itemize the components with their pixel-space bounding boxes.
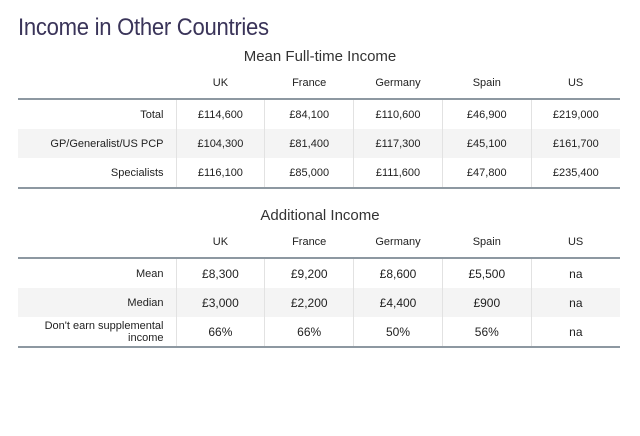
table-cell: £47,800 <box>442 158 531 188</box>
header-row <box>18 227 620 258</box>
table-cell: £235,400 <box>531 158 620 188</box>
table-cell: 56% <box>442 317 531 347</box>
table-row <box>18 288 620 317</box>
column-header: Germany <box>354 227 443 258</box>
table-cell: £117,300 <box>354 129 443 158</box>
table-cell: £900 <box>442 288 531 317</box>
column-header: US <box>531 68 620 99</box>
mean-fulltime-income-table <box>18 68 620 189</box>
column-header: UK <box>176 227 265 258</box>
column-header: Spain <box>442 68 531 99</box>
table-cell: £4,400 <box>354 288 443 317</box>
column-header: Germany <box>354 68 443 99</box>
table-cell: £110,600 <box>354 99 443 129</box>
additional-income-title: Additional Income <box>260 207 380 224</box>
column-header: UK <box>176 68 265 99</box>
table-cell: £111,600 <box>354 158 443 188</box>
table-cell: na <box>531 317 620 347</box>
table-cell: na <box>531 258 620 288</box>
row-label: Total <box>140 108 164 121</box>
table-cell: 66% <box>176 317 265 347</box>
table-cell: na <box>531 288 620 317</box>
header-row <box>18 68 620 99</box>
column-header: Spain <box>442 227 531 258</box>
table-cell: £9,200 <box>265 258 354 288</box>
table-cell: £8,600 <box>354 258 443 288</box>
table-row <box>18 317 620 347</box>
table-cell: 66% <box>265 317 354 347</box>
table-cell: £46,900 <box>442 99 531 129</box>
table-cell: £84,100 <box>265 99 354 129</box>
table-cell: £114,600 <box>176 99 265 129</box>
row-label: Don't earn supplemental income <box>18 317 176 347</box>
table-row <box>18 258 620 288</box>
header-blank <box>18 68 176 99</box>
table-cell: £116,100 <box>176 158 265 188</box>
table-cell: £85,000 <box>265 158 354 188</box>
table-cell: £104,300 <box>176 129 265 158</box>
row-label: Specialists <box>18 158 176 188</box>
column-header: France <box>265 227 354 258</box>
table-row <box>18 129 620 158</box>
row-label: Mean <box>135 267 164 280</box>
column-header: France <box>265 68 354 99</box>
table-cell: £5,500 <box>442 258 531 288</box>
table-cell: £219,000 <box>531 99 620 129</box>
table-cell: £2,200 <box>265 288 354 317</box>
additional-income-table <box>18 227 620 348</box>
table-cell: 50% <box>354 317 443 347</box>
row-label: GP/Generalist/US PCP <box>18 129 176 158</box>
table-cell: £45,100 <box>442 129 531 158</box>
table-row <box>18 99 620 129</box>
row-label: Median <box>18 288 176 317</box>
mean-fulltime-income-title: Mean Full-time Income <box>243 48 397 65</box>
header-blank <box>18 227 176 258</box>
table-row <box>18 158 620 188</box>
table-cell: £3,000 <box>176 288 265 317</box>
table-cell: £81,400 <box>265 129 354 158</box>
table-cell: £161,700 <box>531 129 620 158</box>
page-title: Income in Other Countries <box>18 14 269 41</box>
column-header: US <box>531 227 620 258</box>
table-cell: £8,300 <box>176 258 265 288</box>
